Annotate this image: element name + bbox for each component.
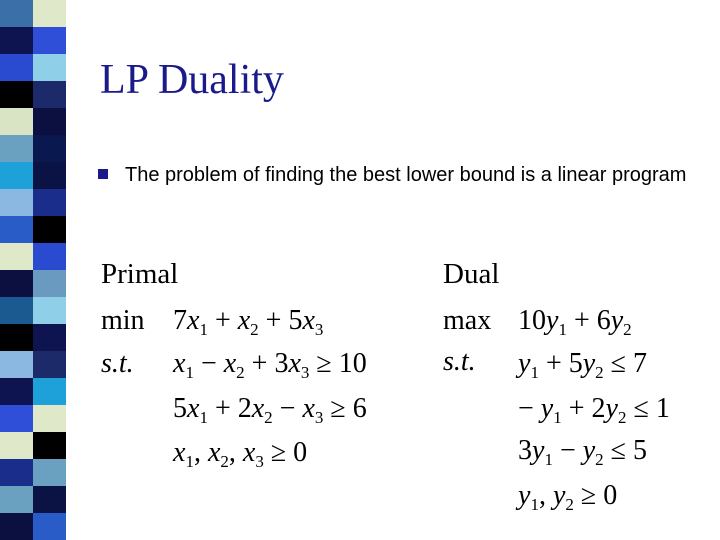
- stripe-row: [0, 27, 66, 54]
- primal-constraint-1: $x_1 - x_2 + 3x_3 \ge 10$: [173, 348, 367, 382]
- stripe-block: [33, 243, 66, 270]
- stripe-block: [33, 189, 66, 216]
- stripe-row: [0, 459, 66, 486]
- stripe-block: [33, 405, 66, 432]
- stripe-block: [33, 27, 66, 54]
- stripe-row: [0, 0, 66, 27]
- stripe-row: [0, 189, 66, 216]
- stripe-block: [0, 378, 33, 405]
- bullet-text: The problem of finding the best lower bound is a linear program: [125, 164, 687, 186]
- stripe-block: [0, 459, 33, 486]
- stripe-block: [0, 351, 33, 378]
- stripe-block: [0, 486, 33, 513]
- stripe-row: [0, 324, 66, 351]
- stripe-row: [0, 81, 66, 108]
- stripe-row: [0, 243, 66, 270]
- stripe-block: [0, 81, 33, 108]
- dual-objective-label: max: [443, 305, 492, 336]
- stripe-row: [0, 54, 66, 81]
- dual-nonnegativity: $y_1$, $y_2 \ge 0$: [518, 480, 618, 514]
- decorative-stripe: [0, 0, 66, 540]
- stripe-block: [0, 108, 33, 135]
- primal-constraint-2: $5x_1 + 2x_2 - x_3 \ge 6$: [173, 393, 367, 427]
- stripe-row: [0, 378, 66, 405]
- stripe-block: [33, 216, 66, 243]
- stripe-block: [0, 324, 33, 351]
- stripe-block: [0, 54, 33, 81]
- stripe-row: [0, 216, 66, 243]
- stripe-row: [0, 270, 66, 297]
- stripe-block: [33, 270, 66, 297]
- primal-objective-label: min: [101, 305, 145, 336]
- stripe-block: [0, 135, 33, 162]
- stripe-block: [0, 432, 33, 459]
- slide-title: LP Duality: [100, 57, 284, 103]
- primal-nonnegativity: $x_1$, $x_2$, $x_3 \ge 0$: [173, 437, 308, 471]
- stripe-block: [0, 405, 33, 432]
- stripe-block: [33, 513, 66, 540]
- stripe-block: [33, 378, 66, 405]
- stripe-block: [0, 297, 33, 324]
- dual-header: Dual: [443, 258, 500, 290]
- stripe-row: [0, 135, 66, 162]
- stripe-block: [0, 0, 33, 27]
- stripe-row: [0, 297, 66, 324]
- stripe-block: [33, 0, 66, 27]
- stripe-block: [33, 432, 66, 459]
- stripe-block: [33, 459, 66, 486]
- stripe-block: [33, 108, 66, 135]
- dual-constraint-2: − $y_1 + 2y_2 \le 1$: [518, 393, 670, 427]
- dual-constraint-label: s.t.: [443, 346, 476, 377]
- stripe-block: [0, 216, 33, 243]
- stripe-row: [0, 513, 66, 540]
- stripe-block: [33, 297, 66, 324]
- stripe-block: [33, 162, 66, 189]
- bullet-item: [98, 162, 708, 188]
- stripe-block: [0, 270, 33, 297]
- stripe-block: [0, 513, 33, 540]
- stripe-row: [0, 351, 66, 378]
- stripe-block: [0, 162, 33, 189]
- stripe-block: [33, 81, 66, 108]
- stripe-block: [33, 486, 66, 513]
- stripe-row: [0, 486, 66, 513]
- square-bullet-icon: [98, 169, 108, 179]
- stripe-block: [0, 243, 33, 270]
- stripe-block: [33, 324, 66, 351]
- stripe-block: [33, 351, 66, 378]
- dual-constraint-3: $3y_1 - y_2 \le 5$: [518, 435, 648, 469]
- stripe-block: [33, 135, 66, 162]
- stripe-row: [0, 405, 66, 432]
- stripe-row: [0, 108, 66, 135]
- stripe-block: [33, 54, 66, 81]
- dual-constraint-1: $y_1 + 5y_2 \le 7$: [518, 348, 648, 382]
- stripe-block: [0, 27, 33, 54]
- dual-objective: $10y_1 + 6y_2$: [518, 305, 632, 339]
- stripe-block: [0, 189, 33, 216]
- stripe-row: [0, 162, 66, 189]
- stripe-row: [0, 432, 66, 459]
- primal-objective: $7x_1 + x_2 + 5x_3$: [173, 305, 324, 339]
- primal-header: Primal: [101, 258, 179, 290]
- primal-constraint-label: s.t.: [101, 348, 134, 379]
